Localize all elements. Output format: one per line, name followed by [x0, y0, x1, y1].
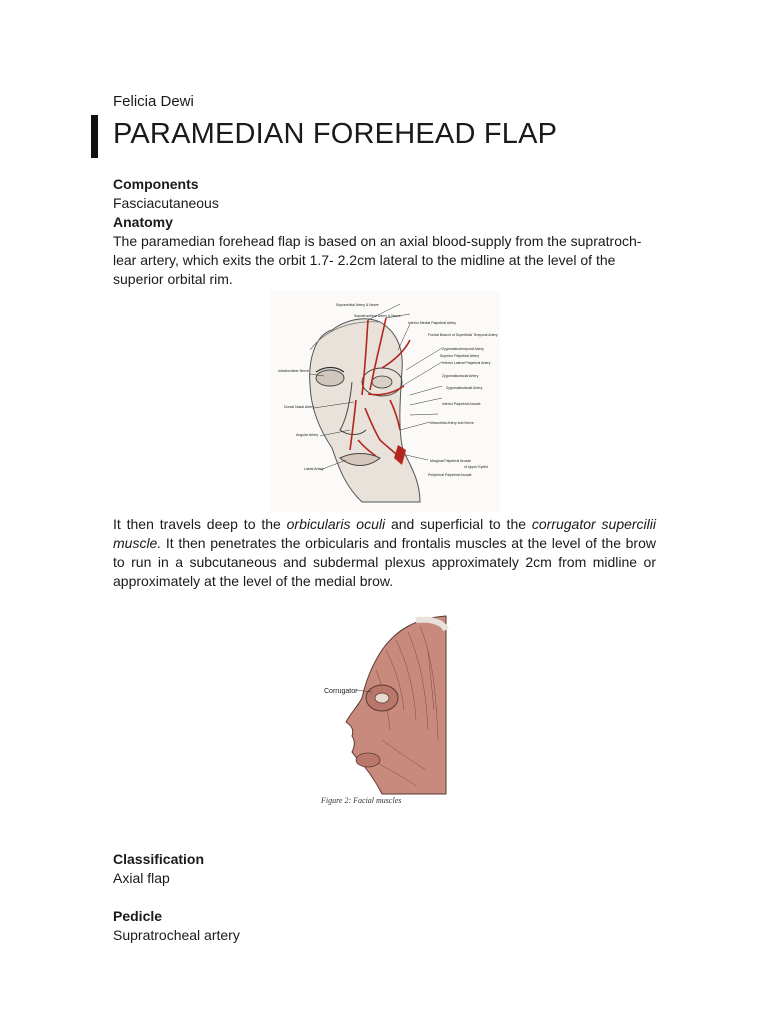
classification-section — [113, 850, 656, 888]
components-section — [113, 175, 656, 289]
components-text: Fasciacutaneous — [113, 195, 219, 211]
facial-arteries-illustration — [270, 290, 500, 512]
fig1-label-right-1: Supratrochlear Artery & Nerve — [354, 314, 401, 318]
page-title: PARAMEDIAN FOREHEAD FLAP — [113, 118, 558, 150]
fig1-label-right-6: Inferior Lateral Palpebral Artery — [442, 361, 491, 365]
fig1-label-left-1: Dorsal Nasal Artery — [284, 405, 315, 409]
fig1-label-left-2: Angular Artery — [296, 433, 319, 437]
facial-arteries-figure — [270, 290, 500, 512]
fig1-label-left-0: Infratrochlear Nerve — [278, 369, 309, 373]
corrugator-label: Corrugator — [324, 688, 358, 695]
para2-italic-2: corrugator supercilii muscle. — [113, 516, 656, 551]
fig1-label-right-10: Infraorbital Artery and Nerve — [430, 421, 474, 425]
fig1-label-left-3: Labial Artery — [304, 467, 324, 471]
fig1-label-right-7: Zygomaticofacial Artery — [442, 374, 479, 378]
para2-italic-1: orbicularis oculi — [286, 516, 386, 532]
author-name: Felicia Dewi — [113, 93, 194, 110]
fig1-label-far-right-0: of Upper Eyelid — [464, 465, 488, 469]
fig1-label-right-11: Marginal Palpebral Arcade — [430, 459, 472, 463]
fig1-label-right-9: Inferior Palpebral Arcade — [442, 402, 481, 406]
fig1-label-right-0: Supraorbital Artery & Nerve — [336, 303, 379, 307]
para2-text-1: It then travels deep to the — [113, 516, 287, 532]
fig1-label-right-8: Zygomaticofacial Artery — [446, 386, 483, 390]
facial-muscles-illustration — [316, 610, 450, 796]
anatomy-text: The paramedian forehead flap is based on an axial blood-supply from the supratroch-lear artery, which exits the orbit 1.7- 2.2cm lateral to the midline at the level of the superior orbital rim. — [113, 233, 642, 287]
pedicle-section — [113, 907, 656, 945]
fig1-label-right-2: Inferior Medial Palpebral Artery — [408, 321, 457, 325]
fig1-label-right-3: Frontal Branch of Superficial Temporal Artery — [428, 333, 498, 337]
pedicle-text: Supratrocheal artery — [113, 927, 240, 943]
components-heading: Components — [113, 176, 199, 192]
figure2-caption: Figure 2: Facial muscles — [321, 796, 402, 805]
fig1-label-right-5: Superior Palpebral Artery — [440, 354, 480, 358]
classification-text: Axial flap — [113, 870, 170, 886]
anatomy-paragraph-2 — [113, 515, 656, 591]
facial-muscles-figure — [316, 610, 450, 810]
para2-text-3: It then penetrates the orbicularis and frontalis muscles at the level of the brow to run in a subcutaneous and subdermal plexus approximately 2cm from midline or approximately at the level of the medial brow. — [113, 535, 656, 589]
fig1-label-right-4: Zygomaticotemporal Artery — [442, 347, 484, 351]
fig1-label-right-12: Peripheral Palpebral Arcade — [428, 473, 472, 477]
para2-text-2: and superficial to the — [385, 516, 532, 532]
pedicle-heading: Pedicle — [113, 908, 163, 924]
title-accent-bar — [91, 115, 98, 158]
anatomy-heading: Anatomy — [113, 214, 173, 230]
classification-heading: Classification — [113, 851, 205, 867]
